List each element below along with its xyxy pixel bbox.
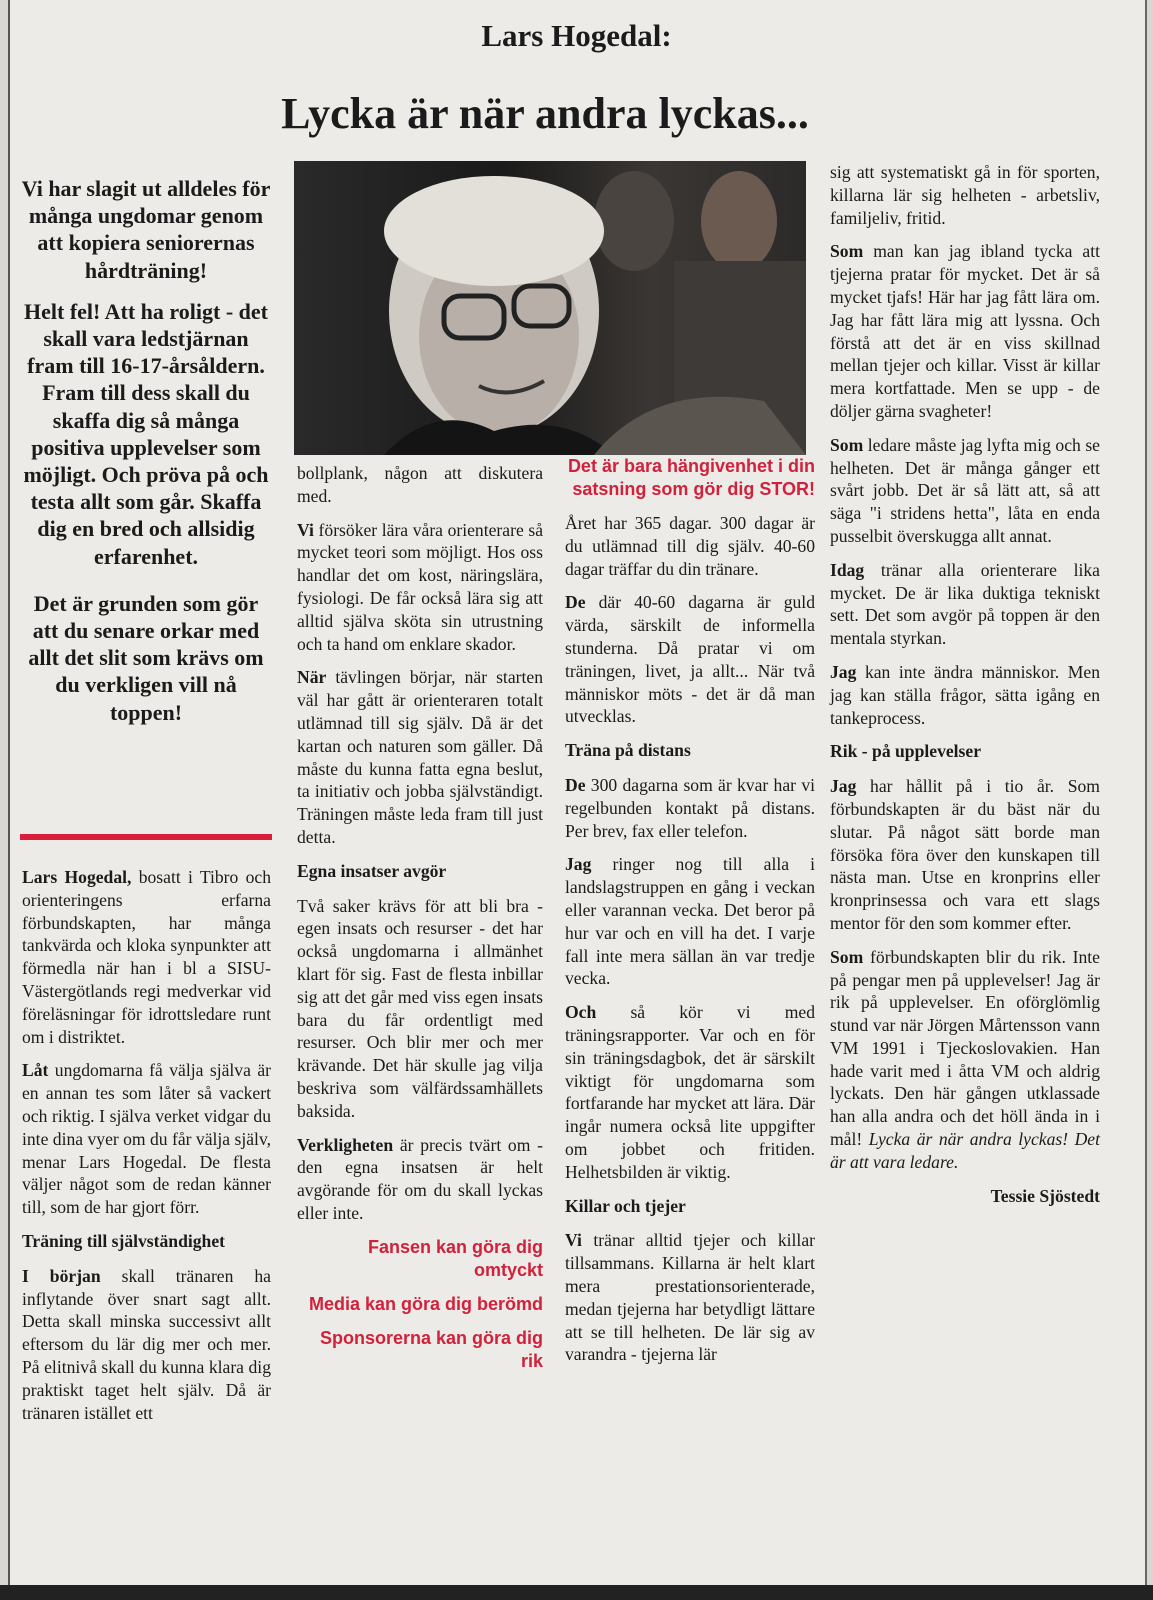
section-heading: Rik - på upplevelser (830, 741, 982, 762)
column-2 (297, 462, 543, 1384)
body-paragraph (565, 1229, 815, 1366)
body-paragraph (297, 895, 543, 1123)
body-paragraph (22, 1265, 271, 1425)
paragraph-text: tränar alltid tjejer och killar tillsammans. Killarna är helt klart mera prestationsorienterade, medan tjejerna har betydligt lättare att se till helheten. De lär sig av varandra - tjejerna lär (565, 1230, 815, 1365)
body-paragraph (565, 774, 815, 842)
column-3 (565, 455, 815, 1377)
paragraph-lead: Vi (565, 1230, 582, 1251)
paragraph-lead: Som (830, 241, 864, 262)
paragraph-text: Året har 365 dagar. 300 dagar är du utlämnad till dig själv. 40-60 dagar träffar du din tränare. (565, 513, 815, 579)
paragraph-lead: Som (830, 434, 864, 455)
paragraph-lead: De (565, 774, 586, 795)
body-paragraph (297, 666, 543, 848)
column-4 (830, 161, 1100, 1218)
paragraph-text: där 40-60 dagarna är guld värda, särskilt de informella stunderna. Då pratar vi om träningen, livet, ja allt... När två människor möts - det är då man utvecklas. (565, 592, 815, 727)
paragraph-lead: Jag (830, 776, 857, 797)
section-heading: Killar och tjejer (565, 1195, 686, 1216)
paragraph-text: bosatt i Tibro och orienteringens erfarna förbundskapten, har många tankvärda och kloka synpunkter att förmedla när han i bl a SISU-Västergötlands regi medverkar vid föreläsningar för idrottsledare runt om i distriktet. (22, 867, 271, 1047)
paragraph-lead: När (297, 667, 327, 688)
paragraph-text: tävlingen börjar, när starten väl har gått är orienteraren totalt utlämnad till sig själv. Då är det kartan och naturen som gäller. Då måste du kunna fatta egna beslut, ta initiativ och jobba självständigt. Träningen måste leda fram till just detta. (297, 667, 543, 847)
paragraph-lead: I början (22, 1265, 101, 1286)
pull-quote: Sponsorerna kan göra dig rik (319, 1327, 543, 1371)
body-paragraph (830, 240, 1100, 422)
body-paragraph (830, 434, 1100, 548)
intro-paragraph: Helt fel! Att ha roligt - det skall vara ledstjärnan fram till 16-17-årsåldern. Fram till dess skall du skaffa dig så många positiva upplevelser som möjligt. Och pröva på och testa allt som går. Skaffa dig en bred och allsidig erfarenhet. (23, 298, 269, 569)
closing-quote: Lycka är när andra lyckas! Det är att vara ledare. (830, 1129, 1100, 1172)
paragraph-text: försöker lära våra orienterare så mycket teori som möjligt. Hos oss handlar det om kost, näringslära, fysiologi. De får också lära sig att alltid själva sköta sin utrustning och ta hand om enklare skador. (297, 519, 543, 654)
paragraph-lead: Verkligheten (297, 1134, 394, 1155)
paragraph-lead: Jag (830, 661, 857, 682)
paragraph-text: har hållit på i tio år. Som förbundskapten är du bäst när du slutar. På något sätt borde man försöka föra över den kunskapen till nästa man. Utse en kronprins eller kronprinsessa och vara ett slags mentor för den som kommer efter. (830, 776, 1100, 933)
body-paragraph (22, 1059, 271, 1219)
paragraph-lead: Som (830, 946, 864, 967)
article-kicker: Lars Hogedal: (481, 18, 672, 53)
paragraph-text: skall tränaren ha inflytande över snart sagt allt. Detta skall minska successivt allt eftersom du lär dig mer och mer. På elitnivå skall du kunna klara dig praktiskt taget helt själv. Då är tränaren istället ett (22, 1265, 271, 1423)
paragraph-text: 300 dagarna som är kvar har vi regelbunden kontakt på distans. Per brev, fax eller telefon. (565, 774, 815, 841)
paragraph-lead: Vi (297, 519, 314, 540)
body-paragraph (297, 1134, 543, 1225)
intro-paragraph: Det är grunden som gör att du senare orkar med allt det slit som krävs om du verkligen vill nå toppen! (28, 590, 264, 725)
body-paragraph (830, 661, 1100, 729)
paragraph-text: ringer nog till alla i landslagstruppen en gång i veckan eller varannan vecka. Det beror på hur var och en vill ha det. I varje fall inte mera sällan än var tredje vecka. (565, 854, 815, 989)
body-paragraph (565, 512, 815, 580)
page-edge (0, 1585, 1153, 1600)
paragraph-text: sig att systematiskt gå in för sporten, killarna lär sig helheten - arbetsliv, familjeliv, fritid. (830, 162, 1100, 228)
pull-quote: Det är bara hängivenhet i din satsning som gör dig STOR! (567, 456, 815, 499)
pull-quote: Media kan göra dig berömd (308, 1293, 543, 1314)
paragraph-text: tränar alla orienterare lika mycket. De är lika duktiga tekniskt sett. Det som avgör på toppen är den mentala styrkan. (830, 559, 1100, 649)
paragraph-lead: De (565, 592, 586, 613)
paragraph-text: ungdomarna få välja själva är en annan tes som låter så vackert och riktig. I själva verket vidgar du inte dina vyer om du får välja själv, menar Lars Hogedal. De flesta väljer något som de redan känner till, som de har gjort förr. (22, 1060, 272, 1218)
article-headline: Lycka är när andra lyckas... (281, 89, 809, 138)
section-heading: Träna på distans (565, 740, 691, 761)
intro-paragraph: Vi har slagit ut alldeles för många ungdomar genom att kopiera seniorernas hårdträning! (21, 176, 271, 283)
paragraph-text: man kan jag ibland tycka att tjejerna pratar för mycket. Det är så mycket tjafs! Här har jag fått lära om. Jag har fått lära mig att lyssna. Och förstå att det är en viss skillnad mellan tjejer och killar. Visst är killar mera kortfattade. Men se upp - de döljer gärna svagheter! (830, 241, 1100, 421)
paragraph-lead: Lars Hogedal, (22, 867, 132, 887)
body-paragraph (565, 1001, 815, 1183)
portrait-photo (294, 161, 806, 455)
column-1 (22, 866, 271, 1435)
section-heading: Egna insatser avgör (297, 860, 447, 881)
red-divider (20, 834, 272, 840)
body-paragraph (830, 946, 1100, 1174)
body-paragraph (830, 161, 1100, 229)
paragraph-text: ledare måste jag lyfta mig och se helheten. Det är många gånger ett svårt jobb. Det är så lätt att, så att säga "i stridens hetta", låta en enda pusselbit överskugga allt annat. (830, 434, 1100, 546)
body-paragraph (565, 591, 815, 728)
body-paragraph (565, 853, 815, 990)
paragraph-text: kan inte ändra människor. Men jag kan ställa frågor, sätta igång en tankeprocess. (830, 661, 1100, 728)
article-intro (20, 175, 272, 740)
body-paragraph (297, 519, 543, 656)
paragraph-lead: Jag (565, 854, 592, 875)
body-paragraph (830, 559, 1100, 650)
paragraph-lead: Idag (830, 559, 865, 580)
paragraph-lead: Och (565, 1002, 597, 1023)
section-heading: Träning till självständighet (22, 1230, 226, 1251)
body-paragraph (830, 775, 1100, 935)
portrait-image (294, 161, 806, 455)
body-paragraph (297, 462, 543, 508)
paragraph-lead: Låt (22, 1060, 49, 1081)
paragraph-text: förbundskapten blir du rik. Inte på pengar men på upplevelser! Jag är rik på upplevelser. En oförglömlig stund var när Jörgen Mårtensson vann VM 1991 i Tjeckoslovakien. Han hade varit med i åtta VM och aldrig lyckats. Den här gången utklassade han alla andra och det höll ända in i mål! (830, 946, 1100, 1150)
body-paragraph (22, 866, 271, 1048)
paragraph-text: så kör vi med träningsrapporter. Var och en för sin träningsdagbok, det är särskilt viktigt för ungdomarna som fortfarande har mycket att lära. Där ingår numera också lite uppgifter om jobbet och fritiden. Helhetsbilden är viktig. (565, 1002, 815, 1182)
paragraph-text: Två saker krävs för att bli bra - egen insats och resurser - det har också ungdomarna i allmänhet klart för sig. Fast de flesta inbillar sig att det går med viss egen insats bara du får ordentligt med resurser. Och blir mer och mer krävande. Det här skulle jag vilja beskriva som välfärdssamhällets baksida. (297, 895, 543, 1121)
paragraph-text: bollplank, någon att diskutera med. (297, 463, 543, 506)
author-byline: Tessie Sjöstedt (990, 1185, 1100, 1206)
paragraph-text: är precis tvärt om - den egna insatsen är helt avgörande för om du skall lyckas eller inte. (297, 1134, 543, 1223)
pull-quote: Fansen kan göra dig omtyckt (367, 1236, 543, 1280)
